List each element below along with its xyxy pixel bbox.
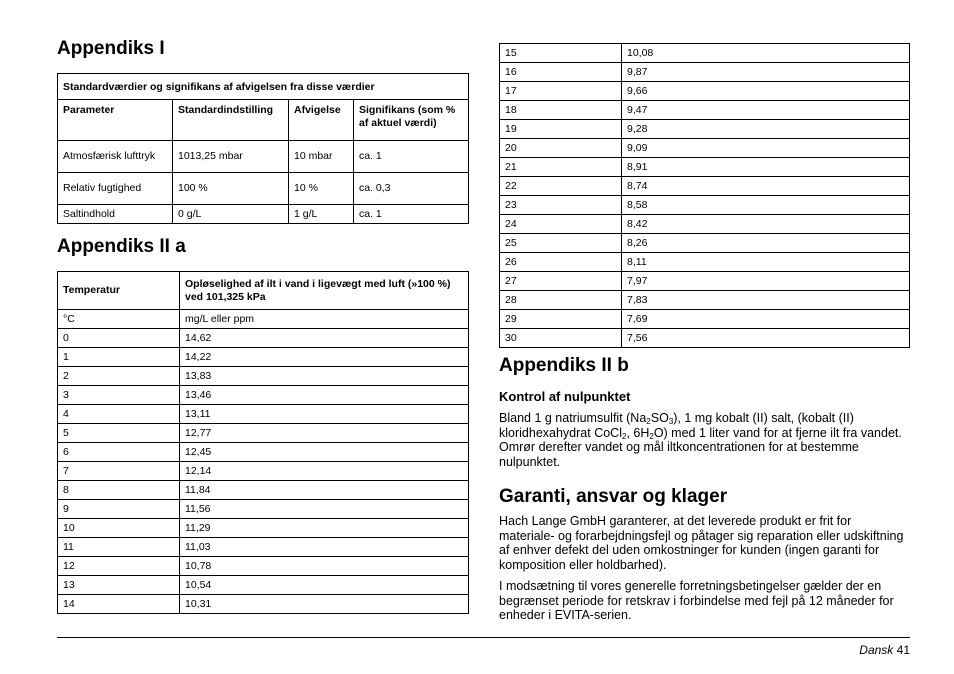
table-cell: 13,11 [180, 405, 469, 424]
footer-language: Dansk [859, 643, 894, 657]
table-cell: Relativ fugtighed [58, 173, 173, 205]
table-cell: 24 [500, 215, 622, 234]
table-cell: 7,83 [622, 291, 910, 310]
table-caption: Standardværdier og signifikans af afvigelsen fra disse værdier [58, 74, 469, 100]
table-cell: 9,09 [622, 139, 910, 158]
table-cell: 12,14 [180, 462, 469, 481]
table-row [58, 386, 469, 405]
table-cell: 14,62 [180, 329, 469, 348]
table-cell: 28 [500, 291, 622, 310]
table-row [500, 196, 910, 215]
table-cell: 27 [500, 272, 622, 291]
page-number: 41 [896, 643, 910, 657]
column-header: Signifikans (som % af aktuel værdi) [354, 100, 469, 141]
table-cell: 29 [500, 310, 622, 329]
table-cell: 26 [500, 253, 622, 272]
table-row [500, 101, 910, 120]
table-cell: 19 [500, 120, 622, 139]
table-cell: 8,11 [622, 253, 910, 272]
table-cell: 12 [58, 557, 180, 576]
zero-point-subheading: Kontrol af nulpunktet [499, 389, 631, 404]
table-cell: 22 [500, 177, 622, 196]
table-row [500, 82, 910, 101]
table-cell: 11,03 [180, 538, 469, 557]
table-row [58, 462, 469, 481]
warranty-heading: Garanti, ansvar og klager [499, 486, 728, 507]
appendix-2b-heading: Appendiks II b [499, 355, 629, 376]
table-cell: 17 [500, 82, 622, 101]
table-cell: 12,77 [180, 424, 469, 443]
table-row [500, 177, 910, 196]
table-cell: 10,08 [622, 44, 910, 63]
table-row [58, 443, 469, 462]
table-cell: 10,31 [180, 595, 469, 614]
table-cell: 20 [500, 139, 622, 158]
table-row [58, 205, 469, 224]
table-cell: 2 [58, 367, 180, 386]
table-cell: 4 [58, 405, 180, 424]
table-row [58, 595, 469, 614]
table-cell: 7,69 [622, 310, 910, 329]
table-cell: 8,58 [622, 196, 910, 215]
table-cell: 7,56 [622, 329, 910, 348]
appendix-2a-heading: Appendiks II a [57, 236, 186, 257]
oxygen-solubility-table-continued [499, 43, 910, 348]
table-row [58, 538, 469, 557]
table-cell: 9 [58, 500, 180, 519]
table-cell: 10 [58, 519, 180, 538]
table-cell: 9,87 [622, 63, 910, 82]
right-column [499, 43, 910, 623]
table-cell: 1 g/L [289, 205, 354, 224]
appendix-1-heading: Appendiks I [57, 38, 165, 59]
table-row [58, 500, 469, 519]
table-cell: 7 [58, 462, 180, 481]
table-cell: 7,97 [622, 272, 910, 291]
column-header: Parameter [58, 100, 173, 141]
table-cell: Atmosfærisk lufttryk [58, 141, 173, 173]
standard-values-table [57, 73, 469, 224]
table-cell: 5 [58, 424, 180, 443]
table-cell: 13 [58, 576, 180, 595]
warranty-paragraph-1: Hach Lange GmbH garanterer, at det leverede produkt er frit for materiale- og forarbejdningsfejl og påtager sig reparation eller udskiftning af enhver defekt del uden omkostninger for kunden (ingen garanti for komposition eller holdbarhed). [499, 514, 904, 572]
table-cell: mg/L eller ppm [180, 310, 469, 329]
table-cell: 14,22 [180, 348, 469, 367]
table-cell: 9,47 [622, 101, 910, 120]
table-row [58, 367, 469, 386]
table-cell: 8,42 [622, 215, 910, 234]
table-row [500, 253, 910, 272]
table-row [58, 557, 469, 576]
table-row [58, 173, 469, 205]
table-cell: ca. 1 [354, 141, 469, 173]
table-row [58, 405, 469, 424]
column-header: Afvigelse [289, 100, 354, 141]
table-cell: 0 g/L [173, 205, 289, 224]
table-cell: 9,66 [622, 82, 910, 101]
table-row [500, 291, 910, 310]
table-row [58, 519, 469, 538]
table-cell: 16 [500, 63, 622, 82]
table-row [500, 120, 910, 139]
table-row [58, 481, 469, 500]
table-cell: 11,56 [180, 500, 469, 519]
table-cell: ca. 0,3 [354, 173, 469, 205]
table-cell: 23 [500, 196, 622, 215]
table-cell: °C [58, 310, 180, 329]
table-row [58, 348, 469, 367]
table-row [58, 576, 469, 595]
table-cell: 13,83 [180, 367, 469, 386]
table-cell: 10,54 [180, 576, 469, 595]
table-cell: 11,84 [180, 481, 469, 500]
table-row [500, 310, 910, 329]
table-cell: 14 [58, 595, 180, 614]
table-cell: 15 [500, 44, 622, 63]
table-row [500, 329, 910, 348]
table-cell: 8,91 [622, 158, 910, 177]
table-cell: 21 [500, 158, 622, 177]
table-cell: Saltindhold [58, 205, 173, 224]
table-row [500, 272, 910, 291]
table-row [500, 44, 910, 63]
column-header: Opløselighed af ilt i vand i ligevægt med luft (»100 %) ved 101,325 kPa [180, 272, 469, 310]
column-header: Temperatur [58, 272, 180, 310]
footer-divider [57, 637, 910, 638]
table-cell: 6 [58, 443, 180, 462]
table-row [500, 234, 910, 253]
column-header: Standardindstilling [173, 100, 289, 141]
left-column [57, 38, 469, 614]
table-cell: 8 [58, 481, 180, 500]
table-cell: 100 % [173, 173, 289, 205]
table-row [500, 139, 910, 158]
table-cell: 8,26 [622, 234, 910, 253]
table-row [500, 63, 910, 82]
zero-point-paragraph: Bland 1 g natriumsulfit $(Na_2SO_3)$, 1 mg kobalt (II) salt, (kobalt (II) kloridhexahydrat CoCl$_2$, $6H_2O$) med 1 liter vand for at fjerne ilt fra vandet. Omrør derefter vandet og mål iltkoncentrationen for at bestemme nulpunktet. [499, 411, 902, 469]
warranty-paragraph-2: I modsætning til vores generelle forretningsbetingelser gælder der en begrænset periode for retskrav i forbindelse med fejl på 12 måneder for enheder i EVITA-serien. [499, 579, 894, 622]
table-row [500, 158, 910, 177]
table-row [58, 329, 469, 348]
table-cell: 25 [500, 234, 622, 253]
table-cell: 11,29 [180, 519, 469, 538]
table-row [58, 141, 469, 173]
units-row [58, 310, 469, 329]
table-cell: 8,74 [622, 177, 910, 196]
table-cell: 12,45 [180, 443, 469, 462]
table-cell: 10,78 [180, 557, 469, 576]
table-cell: 10 mbar [289, 141, 354, 173]
table-cell: 9,28 [622, 120, 910, 139]
table-cell: 1 [58, 348, 180, 367]
table-cell: 30 [500, 329, 622, 348]
table-cell: 11 [58, 538, 180, 557]
table-cell: 18 [500, 101, 622, 120]
page-footer [859, 643, 910, 657]
table-row [58, 424, 469, 443]
table-row [500, 215, 910, 234]
table-cell: ca. 1 [354, 205, 469, 224]
table-cell: 1013,25 mbar [173, 141, 289, 173]
table-cell: 0 [58, 329, 180, 348]
table-cell: 3 [58, 386, 180, 405]
table-cell: 10 % [289, 173, 354, 205]
table-cell: 13,46 [180, 386, 469, 405]
oxygen-solubility-table [57, 271, 469, 614]
